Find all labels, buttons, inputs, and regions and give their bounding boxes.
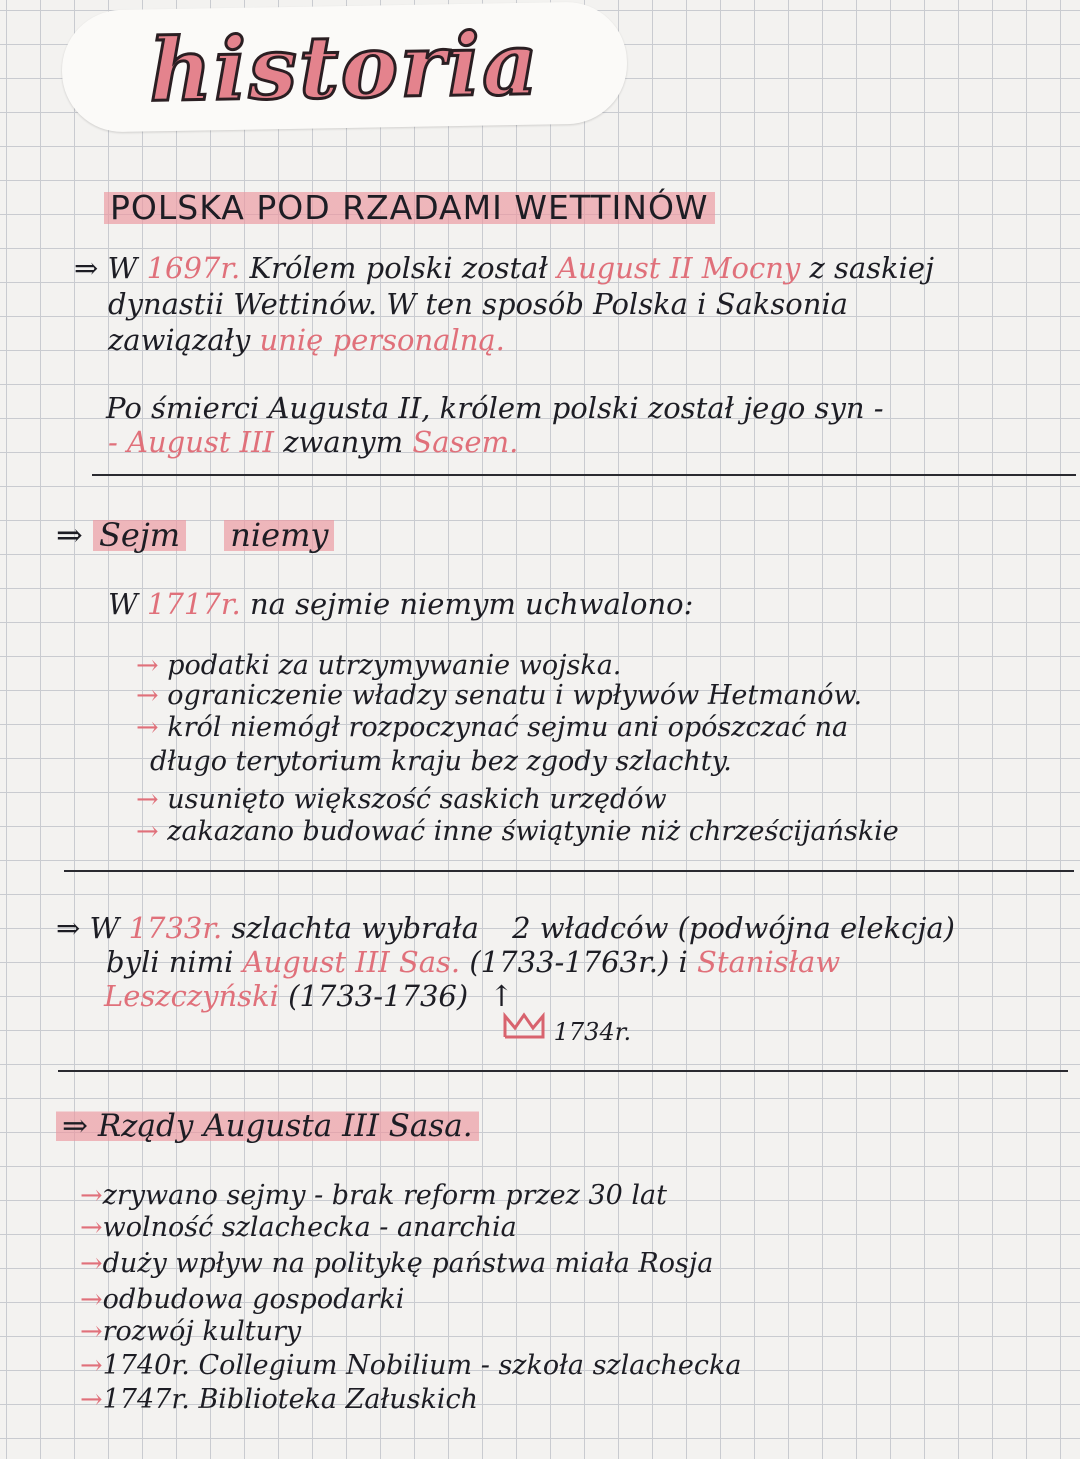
section2-intro: W 1717r. na sejmie niemym uchwalono: bbox=[108, 587, 694, 621]
arrow-up-icon: ↑ bbox=[489, 979, 514, 1013]
arrow-icon: ⇒ bbox=[62, 1108, 88, 1144]
arrow-icon: → bbox=[80, 1316, 103, 1347]
list-item: → podatki za utrzymywanie wojska. bbox=[136, 650, 622, 681]
section3-line1: ⇒ W 1733r. szlachta wybrała 2 władców (podwójna elekcja) bbox=[56, 911, 955, 945]
section1-p1-line2: dynastii Wettinów. W ten sposób Polska i Saksonia bbox=[108, 287, 848, 321]
arrow-icon: ⇒ bbox=[56, 911, 81, 945]
list-item: →1740r. Collegium Nobilium - szkoła szlachecka bbox=[80, 1350, 742, 1381]
section3-coronation-note: 1734r. bbox=[502, 1012, 631, 1046]
list-item: →zrywano sejmy - brak reform przez 30 lat bbox=[80, 1180, 667, 1211]
section1-p1-line1: ⇒ W 1697r. Królem polski został August II Mocny z saskiej bbox=[74, 251, 935, 285]
arrow-icon: → bbox=[80, 1350, 103, 1381]
arrow-icon: ⇒ bbox=[56, 516, 83, 554]
arrow-icon: → bbox=[136, 712, 159, 743]
crown-icon bbox=[502, 1012, 546, 1040]
divider bbox=[92, 474, 1076, 476]
divider bbox=[64, 870, 1074, 872]
title-sticker bbox=[61, 1, 628, 133]
divider bbox=[58, 1070, 1068, 1072]
arrow-icon: → bbox=[136, 784, 159, 815]
list-item: → ograniczenie władzy senatu i wpływów Hetmanów. bbox=[136, 680, 863, 711]
list-item: →odbudowa gospodarki bbox=[80, 1284, 405, 1315]
arrow-icon: ⇒ bbox=[74, 251, 99, 285]
list-item: →duży wpływ na politykę państwa miała Rosja bbox=[80, 1248, 714, 1279]
list-item: → usunięto większość saskich urzędów bbox=[136, 784, 667, 815]
section1-p2-line2: - August III zwanym Sasem. bbox=[108, 425, 519, 459]
section4-heading: ⇒ Rządy Augusta III Sasa. bbox=[56, 1108, 479, 1144]
arrow-icon: → bbox=[136, 650, 159, 681]
arrow-icon: → bbox=[136, 816, 159, 847]
list-item: → król niemógł rozpoczynać sejmu ani opószczać na bbox=[136, 712, 849, 743]
arrow-icon: → bbox=[80, 1284, 103, 1315]
arrow-icon: → bbox=[80, 1384, 103, 1415]
arrow-icon: → bbox=[80, 1248, 103, 1279]
list-item: →1747r. Biblioteka Załuskich bbox=[80, 1384, 478, 1415]
list-item: →wolność szlachecka - anarchia bbox=[80, 1212, 517, 1243]
list-item: → zakazano budować inne świątynie niż chrześcijańskie bbox=[136, 816, 899, 847]
section1-p1-line3: zawiązały unię personalną. bbox=[108, 323, 505, 357]
list-item-continued: długo terytorium kraju bez zgody szlachty. bbox=[150, 746, 732, 777]
page-title: historia bbox=[148, 13, 541, 121]
section3-line2: byli nimi August III Sas. (1733-1763r.) i Stanisław bbox=[106, 945, 841, 979]
arrow-icon: → bbox=[136, 680, 159, 711]
arrow-icon: → bbox=[80, 1180, 103, 1211]
section1-heading: POLSKA POD RZADAMI WETTINÓW bbox=[104, 188, 715, 227]
list-item: →rozwój kultury bbox=[80, 1316, 302, 1347]
section3-line3: Leszczyński (1733-1736) ↑ bbox=[104, 979, 514, 1013]
section1-p2-line1: Po śmierci Augusta II, królem polski został jego syn - bbox=[106, 391, 884, 425]
arrow-icon: → bbox=[80, 1212, 103, 1243]
section2-heading: ⇒ Sejm niemy bbox=[56, 516, 334, 554]
